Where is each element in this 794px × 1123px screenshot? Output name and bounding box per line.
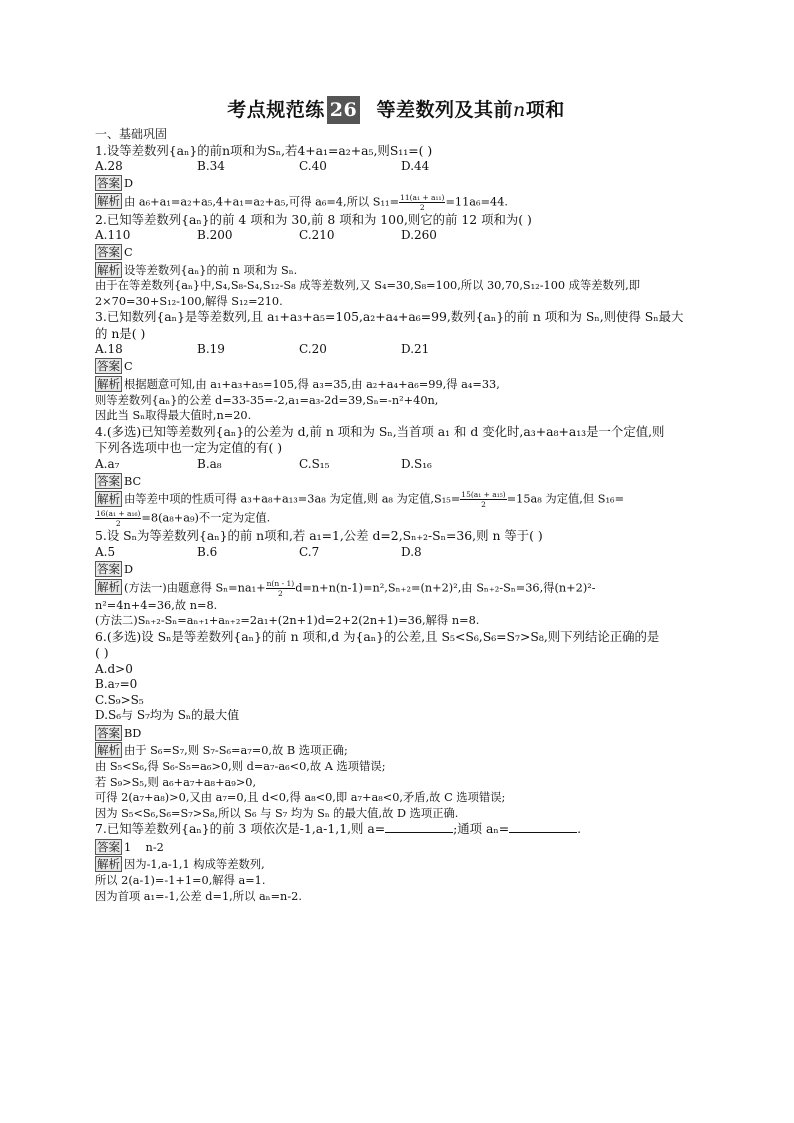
question-stem: 6.(多选)设 Sₙ是等差数列{aₙ}的前 n 项和,d 为{aₙ}的公差,且 S₅<S₆,S₆=S₇>S₈,则下列结论正确的是: [95, 628, 660, 644]
option-a: A.18: [95, 342, 123, 357]
question-stem: 4.(多选)已知等差数列{aₙ}的公差为 d,前 n 项和为 Sₙ,当首项 a₁ 和 d 变化时,a₃+a₈+a₁₃是一个定值,则: [95, 423, 665, 439]
option-a: A.d>0: [95, 661, 133, 676]
answer-text: D: [124, 177, 134, 190]
question-6: 6.(多选)设 Sₙ是等差数列{aₙ}的前 n 项和,d 为{aₙ}的公差,且 S₅<S₆,S₆=S₇>S₈,则下列结论正确的是 ( ) A.d>0 B.a₇=0 C.S₉>S₅ D.S₆与 S₇均为 Sₙ的最大值 答案 BD 解析 由于 S₆=S₇,则 S₇-S₆=a₇=0,故 B 选项正确; 由 S₅<S₆,得 S₆-S₅=a₆>0,则 d=a₇-a₆<0,故 A 选项错误; 若 S₉>S₅,则 a₆+a₇+a₈+a₉>0, 可得 2(a₇+a₈)>0,又由 a₇=0,且 d<0,得 a₈<0,即 a₇+a₈<0,矛盾,故 C 选项错误; 因为 S₅<S₆,S₆=S₇>S₈,所以 S₆ 与 S₇ 均为 Sₙ 的最大值,故 D 选项正确.: [95, 629, 697, 822]
fraction: $\frac{\text{15(a₁ + a₁₅)}}{2}$: [461, 490, 506, 510]
analysis-tag: 解析: [97, 262, 120, 277]
option-b: B.a₈: [197, 456, 222, 471]
answer-text: D: [124, 562, 134, 576]
option-a: A.5: [95, 544, 116, 559]
analysis-tag: 解析: [97, 491, 120, 506]
answer-blank: [509, 821, 577, 833]
option-b: B.19: [197, 342, 225, 357]
fraction: $\frac{\text{16(a₁ + a₁₆)}}{2}$: [96, 509, 141, 529]
option-c: C.20: [299, 342, 327, 357]
option-b: B.34: [197, 159, 225, 173]
option-c: C.40: [299, 159, 327, 173]
options-row: [95, 159, 697, 174]
fraction: $\frac{n(n - 1)}{2}$: [266, 578, 295, 598]
analysis-tag: 解析: [97, 377, 120, 392]
option-d: D.260: [401, 228, 437, 243]
title-number-badge: 26: [327, 96, 360, 124]
answer-text: 1 n-2: [124, 840, 164, 854]
answer-tag: 答案: [97, 561, 120, 576]
question-3: 3.已知数列{aₙ}是等差数列,且 a₁+a₃+a₅=105,a₂+a₄+a₆=99,数列{aₙ}的前 n 项和为 Sₙ,则使得 Sₙ最大 的 n是( ) A.18 B.19 C.20 D.21 答案 C 解析 根据题意可知,由 a₁+a₃+a₅=105,得 a₃=35,由 a₂+a₄+a₆=99,得 a₄=33, 则等差数列{aₙ}的公差 d=33-35=-2,a₁=a₃-2d=39,Sₙ=-n²+40n, 因此当 Sₙ取得最大值时,n=20.: [95, 309, 697, 423]
option-c: C.S₁₅: [299, 456, 330, 471]
section-heading: 一、基础巩固: [95, 127, 168, 141]
options-row: [95, 342, 697, 357]
options-row: [95, 228, 697, 243]
option-a: A.28: [95, 159, 123, 173]
option-d: D.8: [401, 544, 422, 559]
analysis-tag: 解析: [97, 194, 120, 209]
option-d: D.21: [401, 342, 430, 357]
answer-text: BC: [124, 474, 142, 488]
document-page: [95, 96, 697, 904]
option-c: C.S₉>S₅: [95, 692, 144, 707]
options-row: [95, 545, 697, 560]
option-c: C.7: [299, 544, 320, 559]
options-row: [95, 457, 697, 472]
answer-tag: 答案: [97, 839, 120, 854]
question-4: 4.(多选)已知等差数列{aₙ}的公差为 d,前 n 项和为 Sₙ,当首项 a₁ 和 d 变化时,a₃+a₈+a₁₃是一个定值,则 下列各选项中也一定为定值的有( ) A.a₇ B.a₈ C.S₁₅ D.S₁₆ 答案 BC 解析 由等差中项的性质可得 a₃+a₈+a₁₃=3a₈ 为定值,则 a₈ 为定值,S₁₅= $\frac{\text{15(a₁ + a₁₅)}}{2}$ =15a₈ 为定值,但 S₁₆= $\frac{\text{16(a₁ + a₁₆)}}{2}$ =8(a₈+a₉)不一定为定值.: [95, 424, 697, 529]
question-1: 1.设等差数列{aₙ}的前n项和为Sₙ,若4+a₁=a₂+a₅,则S₁₁=( ) A.28 B.34 C.40 D.44 答案 D 解析 由 a₆+a₁=a₂+a₅,4+a₁=a₂+a₅,可得 a₆=4,所以 S₁₁= $\frac{\text{11(a₁ + a₁₁)}}{2}$ =11a₆=44.: [95, 143, 697, 212]
question-7: 7.已知等差数列{aₙ}的前 3 项依次是-1,a-1,1,则 a= ;通项 aₙ= . 答案 1 n-2 解析 因为-1,a-1,1 构成等差数列, 所以 2(a-1)=-1+1=0,解得 a=1. 因为首项 a₁=-1,公差 d=1,所以 aₙ=n-2.: [95, 821, 697, 904]
answer-tag: 答案: [97, 725, 120, 740]
option-c: C.210: [299, 228, 335, 243]
option-d: D.S₁₆: [401, 456, 432, 471]
analysis-tag: 解析: [97, 580, 120, 595]
question-stem: 2.已知等差数列{aₙ}的前 4 项和为 30,前 8 项和为 100,则它的前 12 项和为( ): [95, 211, 532, 227]
answer-tag: 答案: [97, 245, 120, 260]
question-5: 5.设 Sₙ为等差数列{aₙ}的前 n项和,若 a₁=1,公差 d=2,Sₙ₊₂-Sₙ=36,则 n 等于( ) A.5 B.6 C.7 D.8 答案 D 解析 (方法一)由题意得 Sₙ=na₁+ $\frac{n(n - 1)}{2}$ d=n+n(n-1)=n²,Sₙ₊₂=(n+2)²,由 Sₙ₊₂-Sₙ=36,得(n+2)²- n²=4n+4=36,故 n=8. (方法二)Sₙ₊₂-Sₙ=aₙ₊₁+aₙ₊₂=2a₁+(2n+1)d=2+2(2n+1)=36,解得 n=8.: [95, 528, 697, 628]
analysis-tag: 解析: [97, 743, 120, 758]
option-a: A.110: [95, 228, 131, 243]
option-d: D.S₆与 S₇均为 Sₙ的最大值: [95, 708, 240, 723]
option-b: B.a₇=0: [95, 677, 138, 692]
answer-tag: 答案: [97, 473, 120, 488]
page-title: 考点规范练 26 等差数列及其前n项和: [95, 96, 697, 124]
question-stem: 3.已知数列{aₙ}是等差数列,且 a₁+a₃+a₅=105,a₂+a₄+a₆=99,数列{aₙ}的前 n 项和为 Sₙ,则使得 Sₙ最大: [95, 309, 684, 325]
question-stem: 7.已知等差数列{aₙ}的前 3 项依次是-1,a-1,1,则 a= ;通项 aₙ= .: [95, 821, 582, 837]
answer-tag: 答案: [97, 359, 120, 374]
question-stem: 1.设等差数列{aₙ}的前n项和为Sₙ,若4+a₁=a₂+a₅,则S₁₁=( ): [95, 142, 433, 158]
answer-text: BD: [124, 726, 142, 740]
question-2: 2.已知等差数列{aₙ}的前 4 项和为 30,前 8 项和为 100,则它的前 12 项和为( ) A.110 B.200 C.210 D.260 答案 C 解析 设等差数列{aₙ}的前 n 项和为 Sₙ. 由于在等差数列{aₙ}中,S₄,S₈-S₄,S₁₂-S₈ 成等差数列,又 S₄=30,S₈=100,所以 30,70,S₁₂-100 成等差数列,即 2×70=30+S₁₂-100,解得 S₁₂=210.: [95, 212, 697, 310]
answer-tag: 答案: [97, 176, 120, 190]
option-d: D.44: [401, 159, 430, 173]
option-a: A.a₇: [95, 456, 120, 471]
answer-blank: [385, 821, 453, 833]
option-b: B.200: [197, 228, 233, 243]
option-b: B.6: [197, 544, 218, 559]
question-stem: 5.设 Sₙ为等差数列{aₙ}的前 n项和,若 a₁=1,公差 d=2,Sₙ₊₂-Sₙ=36,则 n 等于( ): [95, 528, 543, 544]
answer-text: C: [124, 360, 133, 374]
answer-text: C: [124, 246, 133, 260]
fraction: $\frac{\text{11(a₁ + a₁₁)}}{2}$: [400, 192, 445, 212]
analysis-tag: 解析: [97, 857, 120, 872]
